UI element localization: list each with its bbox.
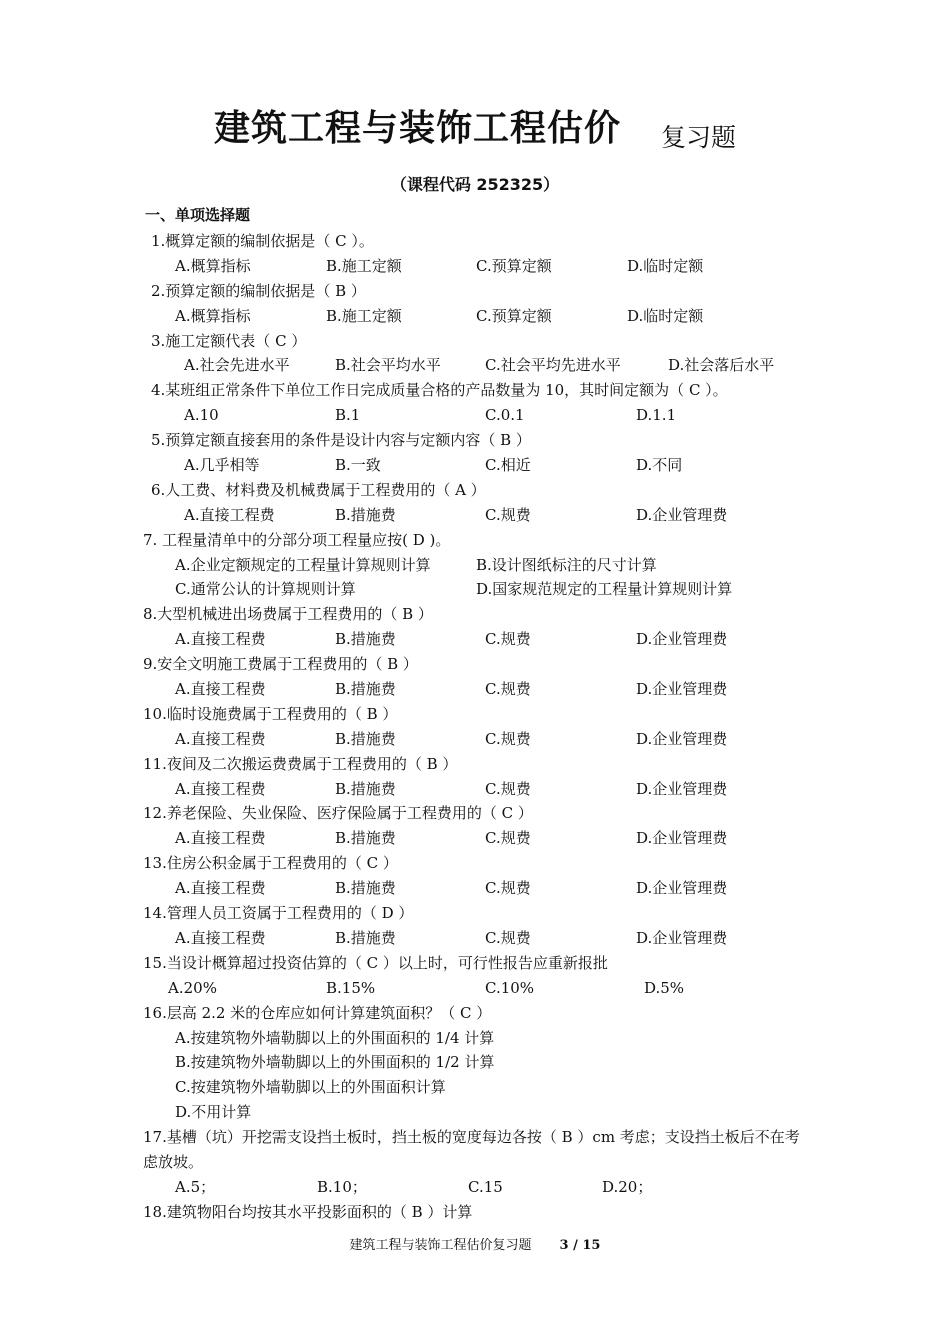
- document-title: [0, 100, 950, 154]
- question-stem: 15.当设计概算超过投资估算的（ C ）以上时，可行性报告应重新报批: [143, 953, 608, 972]
- question-2: [0, 279, 950, 329]
- question-7: [0, 528, 950, 603]
- option-c: C.预算定额: [476, 256, 552, 275]
- option-b: B.设计图纸标注的尺寸计算: [476, 555, 657, 574]
- option-b: B.一致: [335, 456, 381, 475]
- question-10: [0, 702, 950, 752]
- option-d: D.企业管理费: [636, 829, 728, 848]
- option-a: A.按建筑物外墙勒脚以上的外围面积的 1/4 计算: [175, 1028, 495, 1047]
- option-c: C.社会平均先进水平: [485, 356, 621, 375]
- option-a: A.直接工程费: [175, 779, 266, 798]
- option-d: D.企业管理费: [636, 630, 728, 649]
- question-4: [0, 378, 950, 428]
- question-12: [0, 801, 950, 851]
- question-stem: 3.施工定额代表（ C ）: [151, 331, 307, 350]
- option-c: C.规费: [485, 729, 531, 748]
- question-stem: 14.管理人员工资属于工程费用的（ D ）: [143, 904, 414, 923]
- question-14: [0, 901, 950, 951]
- question-1: [0, 229, 950, 279]
- question-17: [0, 1125, 950, 1200]
- option-d: D.临时定额: [627, 306, 704, 325]
- option-a: A.5；: [175, 1177, 216, 1196]
- option-b: B.施工定额: [326, 256, 402, 275]
- question-stem: 8.大型机械进出场费属于工程费用的（ B ）: [143, 605, 433, 624]
- option-b: B.措施费: [335, 779, 396, 798]
- option-a: A.概算指标: [175, 256, 251, 275]
- question-16: [0, 1001, 950, 1125]
- question-stem: 4.某班组正常条件下单位工作日完成质量合格的产品数量为 10，其时间定额为（ C ）。: [151, 381, 728, 400]
- question-stem: 7. 工程量清单中的分部分项工程量应按( D )。: [143, 530, 451, 549]
- option-a: A.10: [184, 406, 219, 425]
- option-c: C.0.1: [485, 406, 525, 425]
- option-c: C.规费: [485, 505, 531, 524]
- option-c: C.规费: [485, 630, 531, 649]
- option-b: B.措施费: [335, 829, 396, 848]
- option-c: C.预算定额: [476, 306, 552, 325]
- option-a: A.直接工程费: [175, 879, 266, 898]
- option-c: C.10%: [485, 978, 535, 997]
- question-5: [0, 428, 950, 478]
- option-a: A.概算指标: [175, 306, 251, 325]
- option-d: D.社会落后水平: [668, 356, 775, 375]
- page-number: 3 / 15: [559, 1238, 601, 1253]
- question-3: [0, 329, 950, 379]
- option-d: D.企业管理费: [636, 729, 728, 748]
- question-13: [0, 851, 950, 901]
- question-11: [0, 752, 950, 802]
- option-b: B.措施费: [335, 928, 396, 947]
- question-stem: 2.预算定额的编制依据是（ B ）: [151, 281, 366, 300]
- option-d: D.20；: [602, 1177, 653, 1196]
- option-b: B.15%: [326, 978, 376, 997]
- question-stem: 11.夜间及二次搬运费费属于工程费用的（ B ）: [143, 754, 458, 773]
- question-stem: 5.预算定额直接套用的条件是设计内容与定额内容（ B ）: [151, 431, 531, 450]
- option-c: C.规费: [485, 779, 531, 798]
- option-a: A.直接工程费: [184, 505, 275, 524]
- question-18: [0, 1200, 950, 1225]
- option-b: B.1: [335, 406, 361, 425]
- option-c: C.按建筑物外墙勒脚以上的外围面积计算: [175, 1078, 446, 1097]
- course-code: （课程代码 252325）: [390, 175, 560, 194]
- option-d: D.企业管理费: [636, 680, 728, 699]
- option-a: A.20%: [168, 978, 217, 997]
- option-d: D.临时定额: [627, 256, 704, 275]
- option-c: C.规费: [485, 829, 531, 848]
- option-d: D.国家规范规定的工程量计算规则计算: [476, 580, 733, 599]
- question-stem: 16.层高 2.2 米的仓库应如何计算建筑面积？（ C ）: [143, 1003, 492, 1022]
- section-heading: 一、单项选择题: [145, 206, 251, 224]
- question-stem: 9.安全文明施工费属于工程费用的（ B ）: [143, 655, 418, 674]
- question-8: [0, 602, 950, 652]
- option-d: D.不用计算: [175, 1103, 252, 1122]
- option-d: D.5%: [644, 978, 685, 997]
- question-stem: 1.概算定额的编制依据是（ C ）。: [151, 232, 374, 250]
- question-6: [0, 478, 950, 528]
- option-c: C.通常公认的计算规则计算: [175, 580, 356, 599]
- title-sub: 复习题: [661, 123, 737, 152]
- page-footer: [0, 1234, 950, 1253]
- option-d: D.企业管理费: [636, 928, 728, 947]
- option-b: B.措施费: [335, 505, 396, 524]
- question-stem: 13.住房公积金属于工程费用的（ C ）: [143, 854, 398, 873]
- question-stem: 12.养老保险、失业保险、医疗保险属于工程费用的（ C ）: [143, 804, 533, 823]
- option-b: B.社会平均水平: [335, 356, 441, 375]
- option-c: C.规费: [485, 879, 531, 898]
- option-d: D.企业管理费: [636, 779, 728, 798]
- option-c: C.规费: [485, 928, 531, 947]
- title-main: 建筑工程与装饰工程估价: [213, 108, 621, 149]
- question-9: [0, 652, 950, 702]
- option-c: C.相近: [485, 456, 531, 475]
- option-b: B.施工定额: [326, 306, 402, 325]
- option-a: A.社会先进水平: [184, 356, 290, 375]
- option-b: B.按建筑物外墙勒脚以上的外围面积的 1/2 计算: [175, 1053, 495, 1072]
- option-d: D.1.1: [636, 406, 677, 425]
- question-stem: 17.基槽（坑）开挖需支设挡土板时，挡土板的宽度每边各按（ B ）cm 考虑；支设挡土板后不在考虑放坡。: [143, 1128, 800, 1171]
- question-list: [0, 229, 950, 1225]
- option-d: D.企业管理费: [636, 505, 728, 524]
- option-c: C.规费: [485, 680, 531, 699]
- option-a: A.直接工程费: [175, 729, 266, 748]
- question-stem: 10.临时设施费属于工程费用的（ B ）: [143, 704, 398, 723]
- question-15: [0, 951, 950, 1001]
- question-stem: 6.人工费、材料费及机械费属于工程费用的（ A ）: [151, 480, 486, 499]
- question-stem: 18.建筑物阳台均按其水平投影面积的（ B ）计算: [143, 1202, 473, 1221]
- footer-title: 建筑工程与装饰工程估价复习题: [349, 1238, 532, 1253]
- option-d: D.企业管理费: [636, 879, 728, 898]
- option-b: B.10；: [317, 1177, 367, 1196]
- option-a: A.直接工程费: [175, 928, 266, 947]
- option-b: B.措施费: [335, 680, 396, 699]
- option-a: A.直接工程费: [175, 630, 266, 649]
- option-a: A.直接工程费: [175, 680, 266, 699]
- option-b: B.措施费: [335, 630, 396, 649]
- option-b: B.措施费: [335, 729, 396, 748]
- option-a: A.企业定额规定的工程量计算规则计算: [175, 555, 431, 574]
- option-a: A.几乎相等: [184, 456, 260, 475]
- option-a: A.直接工程费: [175, 829, 266, 848]
- option-d: D.不同: [636, 456, 683, 475]
- option-b: B.措施费: [335, 879, 396, 898]
- option-c: C.15: [468, 1177, 503, 1196]
